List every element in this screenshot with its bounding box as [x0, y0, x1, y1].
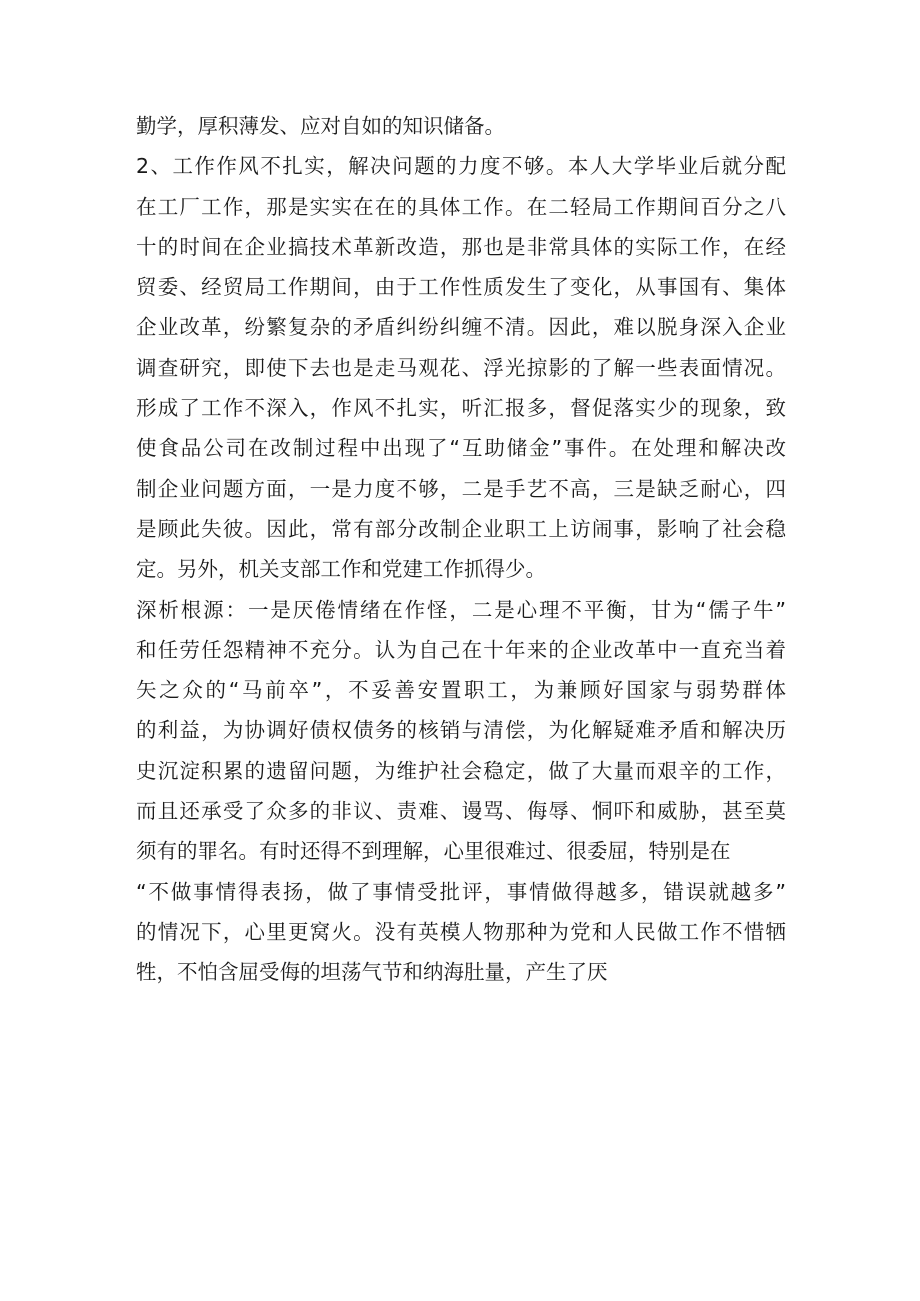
text-line: 深析根源：一是厌倦情绪在作怪，二是心理不平衡，甘为“儒子牛” [136, 597, 786, 622]
text-line: 的情况下，心里更窝火。没有英模人物那种为党和人民做工作不惜牺 [136, 919, 786, 944]
text-line: 牲，不怕含屈受侮的坦荡气节和纳海肚量，产生了厌 [136, 960, 608, 985]
text-line: 矢之众的“马前卒”，不妥善安置职工，为兼顾好国家与弱势群体 [136, 678, 786, 703]
text-line: 须有的罪名。有时还得不到理解，心里很难过、很委屈，特别是在 [136, 839, 731, 864]
text-line: 的利益，为协调好债权债务的核销与清偿，为化解疑难矛盾和解决历 [136, 718, 786, 743]
text-line: 形成了工作不深入，作风不扎实，听汇报多，督促落实少的现象，致 [136, 396, 786, 421]
text-line: 贸委、经贸局工作期间，由于工作性质发生了变化，从事国有、集体 [136, 275, 786, 300]
text-line: 定。另外，机关支部工作和党建工作抓得少。 [136, 557, 546, 582]
text-line: 制企业问题方面，一是力度不够，二是手艺不高，三是缺乏耐心，四 [136, 476, 786, 501]
text-line: 是顾此失彼。因此，常有部分改制企业职工上访闹事，影响了社会稳 [136, 516, 786, 541]
text-line: 2、工作作风不扎实，解决问题的力度不够。本人大学毕业后就分配 [136, 154, 786, 179]
text-line: 企业改革，纷繁复杂的矛盾纠纷纠缠不清。因此，难以脱身深入企业 [136, 315, 786, 340]
text-line: 在工厂工作，那是实实在在的具体工作。在二轻局工作期间百分之八 [136, 194, 786, 219]
text-line: 史沉淀积累的遗留问题，为维护社会稳定，做了大量而艰辛的工作， [136, 758, 786, 783]
document-body [136, 106, 786, 993]
text-line: 勤学，厚积薄发、应对自如的知识储备。 [136, 114, 505, 138]
text-line: 和任劳任怨精神不充分。认为自己在十年来的企业改革中一直充当着 [136, 637, 786, 662]
text-line: “不做事情得表扬，做了事情受批评，事情做得越多，错误就越多” [136, 879, 786, 904]
text-line: 调查研究，即使下去也是走马观花、浮光掠影的了解一些表面情况。 [136, 355, 786, 380]
text-line: 十的时间在企业搞技术革新改造，那也是非常具体的实际工作，在经 [136, 234, 786, 259]
text-line: 使食品公司在改制过程中出现了“互助储金”事件。在处理和解决改 [136, 436, 786, 461]
text-line: 而且还承受了众多的非议、责难、谩骂、侮辱、恫吓和威胁，甚至莫 [136, 799, 786, 824]
